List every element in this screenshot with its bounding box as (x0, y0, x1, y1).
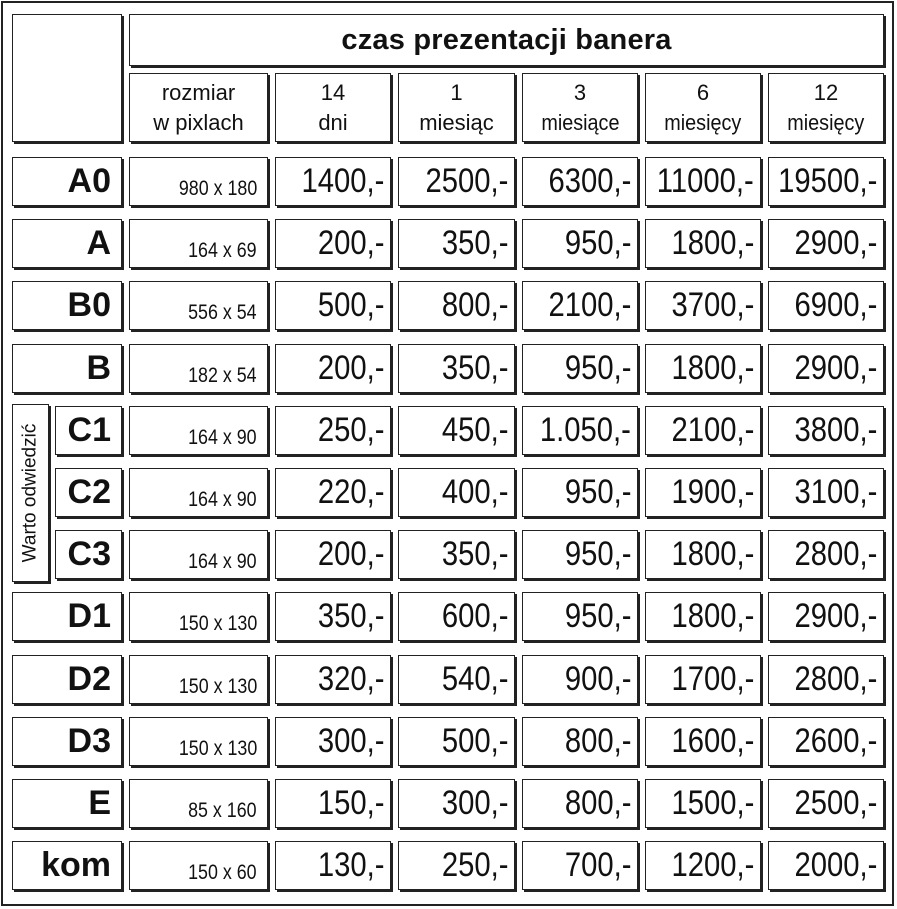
row-size-text: 164 x 90 (188, 488, 257, 511)
price-cell (645, 406, 761, 455)
row-size-text: 85 x 160 (188, 799, 257, 822)
price-cell (398, 779, 515, 828)
price-cell (768, 468, 884, 517)
price-value: 350,- (441, 224, 508, 262)
header-3-months (522, 73, 638, 142)
price-value: 150,- (317, 784, 384, 822)
price-cell (768, 779, 884, 828)
price-cell (398, 592, 515, 641)
price-value: 450,- (441, 411, 508, 449)
row-label (12, 157, 122, 206)
row-size-text: 150 x 130 (178, 675, 257, 698)
price-value: 2500,- (425, 162, 508, 200)
header-14-days-number: 14 (320, 79, 346, 105)
row-size-text: 182 x 54 (188, 364, 257, 387)
price-value: 3800,- (794, 411, 877, 449)
price-value: 300,- (317, 722, 384, 760)
header-size (129, 73, 268, 142)
row-label-text: D1 (67, 597, 111, 635)
price-value: 1800,- (671, 349, 754, 387)
row-label-text: B0 (67, 286, 111, 324)
price-cell (522, 344, 638, 393)
price-cell (275, 530, 391, 579)
price-value: 1800,- (671, 597, 754, 635)
price-value: 540,- (441, 660, 508, 698)
price-cell (398, 406, 515, 455)
price-cell (768, 592, 884, 641)
price-cell (275, 592, 391, 641)
price-value: 800,- (564, 722, 631, 760)
price-value: 300,- (441, 784, 508, 822)
price-cell (522, 281, 638, 330)
side-label-cell (12, 404, 49, 582)
price-value: 1900,- (671, 473, 754, 511)
row-size-text: 164 x 69 (188, 239, 257, 262)
price-cell (522, 779, 638, 828)
row-label-text: B (86, 349, 111, 387)
price-value: 2800,- (794, 535, 877, 573)
row-size (129, 406, 268, 455)
price-cell (645, 592, 761, 641)
price-value: 2100,- (548, 286, 631, 324)
row-label (55, 406, 122, 455)
row-label (12, 841, 122, 890)
price-value: 350,- (441, 535, 508, 573)
price-cell (275, 779, 391, 828)
price-cell (275, 468, 391, 517)
price-value: 3700,- (671, 286, 754, 324)
header-6-months-unit: miesięcy (664, 109, 742, 135)
price-cell (768, 841, 884, 890)
row-label (12, 281, 122, 330)
row-label-text: A0 (67, 162, 111, 200)
price-cell (645, 468, 761, 517)
header-14-days-unit: dni (318, 109, 348, 135)
row-label-text: C3 (67, 535, 111, 573)
row-size (129, 841, 268, 890)
price-cell (522, 655, 638, 704)
row-size-text: 556 x 54 (188, 301, 257, 324)
price-cell (522, 841, 638, 890)
price-value: 800,- (441, 286, 508, 324)
header-6-months-number: 6 (696, 79, 710, 105)
row-size (129, 344, 268, 393)
price-cell (645, 530, 761, 579)
price-cell (398, 717, 515, 766)
price-cell (522, 219, 638, 268)
row-size-text: 150 x 130 (178, 737, 257, 760)
price-value: 1600,- (671, 722, 754, 760)
price-value: 700,- (564, 846, 631, 884)
row-label (55, 530, 122, 579)
price-cell (768, 655, 884, 704)
price-cell (768, 281, 884, 330)
row-label-text: D2 (67, 660, 111, 698)
price-cell (768, 406, 884, 455)
price-value: 350,- (441, 349, 508, 387)
price-value: 11000,- (656, 162, 754, 200)
row-label-text: C1 (67, 411, 111, 449)
price-value: 200,- (317, 224, 384, 262)
header-12-months (768, 73, 884, 142)
price-cell (645, 344, 761, 393)
row-size (129, 717, 268, 766)
price-value: 500,- (441, 722, 508, 760)
header-size-line2: w pixlach (153, 109, 244, 135)
price-cell (768, 717, 884, 766)
price-value: 6900,- (794, 286, 877, 324)
price-cell (398, 344, 515, 393)
header-1-month-unit: miesiąc (419, 109, 494, 135)
price-value: 2100,- (671, 411, 754, 449)
price-value: 950,- (564, 349, 631, 387)
row-size-text: 980 x 180 (178, 177, 257, 200)
row-size-text: 164 x 90 (188, 550, 257, 573)
price-value: 500,- (317, 286, 384, 324)
price-value: 1200,- (671, 846, 754, 884)
price-value: 350,- (317, 597, 384, 635)
price-cell (522, 592, 638, 641)
header-12-months-unit: miesięcy (787, 109, 865, 135)
price-value: 950,- (564, 597, 631, 635)
price-cell (768, 530, 884, 579)
price-value: 130,- (317, 846, 384, 884)
row-label-text: A (86, 224, 111, 262)
price-cell (275, 219, 391, 268)
price-value: 1.050,- (539, 411, 631, 449)
row-size-text: 164 x 90 (188, 426, 257, 449)
row-size (129, 157, 268, 206)
price-cell (522, 530, 638, 579)
price-value: 2000,- (794, 846, 877, 884)
header-3-months-number: 3 (573, 79, 587, 105)
price-value: 2900,- (794, 224, 877, 262)
row-size (129, 530, 268, 579)
price-value: 950,- (564, 224, 631, 262)
price-cell (645, 841, 761, 890)
row-label-text: E (88, 784, 111, 822)
price-value: 1500,- (671, 784, 754, 822)
row-label (12, 219, 122, 268)
price-value: 1400,- (301, 162, 384, 200)
header-12-months-number: 12 (813, 79, 839, 105)
price-value: 950,- (564, 473, 631, 511)
price-value: 200,- (317, 535, 384, 573)
row-label (55, 468, 122, 517)
side-label: Warto odwiedzić (19, 423, 41, 563)
price-cell (645, 655, 761, 704)
price-value: 3100,- (794, 473, 877, 511)
price-value: 2600,- (794, 722, 877, 760)
price-cell (645, 281, 761, 330)
price-cell (645, 157, 761, 206)
price-value: 1800,- (671, 535, 754, 573)
table-title-cell (129, 14, 884, 66)
price-cell (522, 717, 638, 766)
price-cell (398, 219, 515, 268)
price-value: 250,- (441, 846, 508, 884)
header-3-months-unit: miesiące (540, 109, 620, 135)
price-cell (522, 406, 638, 455)
price-value: 2900,- (794, 349, 877, 387)
price-value: 19500,- (777, 162, 877, 200)
price-value: 900,- (564, 660, 631, 698)
row-label (12, 344, 122, 393)
price-value: 320,- (317, 660, 384, 698)
price-cell (398, 841, 515, 890)
price-cell (275, 344, 391, 393)
price-cell (275, 717, 391, 766)
price-cell (275, 406, 391, 455)
price-cell (398, 468, 515, 517)
row-size (129, 468, 268, 517)
price-cell (768, 344, 884, 393)
price-cell (398, 655, 515, 704)
price-cell (275, 157, 391, 206)
row-label (12, 655, 122, 704)
price-value: 2800,- (794, 660, 877, 698)
price-cell (398, 157, 515, 206)
price-cell (275, 655, 391, 704)
row-size (129, 281, 268, 330)
price-value: 2900,- (794, 597, 877, 635)
price-cell (645, 779, 761, 828)
price-value: 400,- (441, 473, 508, 511)
price-value: 6300,- (548, 162, 631, 200)
price-value: 1800,- (671, 224, 754, 262)
price-cell (275, 841, 391, 890)
price-value: 1700,- (671, 660, 754, 698)
price-cell (522, 468, 638, 517)
corner-cell (12, 14, 122, 142)
price-value: 2500,- (794, 784, 877, 822)
row-size (129, 219, 268, 268)
header-size-line1: rozmiar (161, 79, 236, 105)
header-1-month-number: 1 (450, 79, 463, 105)
price-value: 220,- (317, 473, 384, 511)
price-cell (398, 530, 515, 579)
row-size (129, 779, 268, 828)
row-label (12, 717, 122, 766)
row-size-text: 150 x 130 (178, 612, 257, 635)
price-cell (522, 157, 638, 206)
price-value: 800,- (564, 784, 631, 822)
header-1-month (398, 73, 515, 142)
row-label-text: D3 (67, 722, 111, 760)
price-cell (645, 717, 761, 766)
row-label-text: kom (41, 846, 111, 884)
table-title: czas prezentacji banera (341, 23, 672, 56)
row-label-text: C2 (67, 473, 111, 511)
row-size (129, 655, 268, 704)
header-14-days (275, 73, 391, 142)
price-cell (398, 281, 515, 330)
price-cell (275, 281, 391, 330)
row-size (129, 592, 268, 641)
price-value: 600,- (441, 597, 508, 635)
price-cell (768, 219, 884, 268)
price-value: 950,- (564, 535, 631, 573)
price-cell (768, 157, 884, 206)
price-value: 200,- (317, 349, 384, 387)
price-cell (645, 219, 761, 268)
header-6-months (645, 73, 761, 142)
row-label (12, 779, 122, 828)
price-value: 250,- (317, 411, 384, 449)
row-size-text: 150 x 60 (188, 861, 257, 884)
row-label (12, 592, 122, 641)
